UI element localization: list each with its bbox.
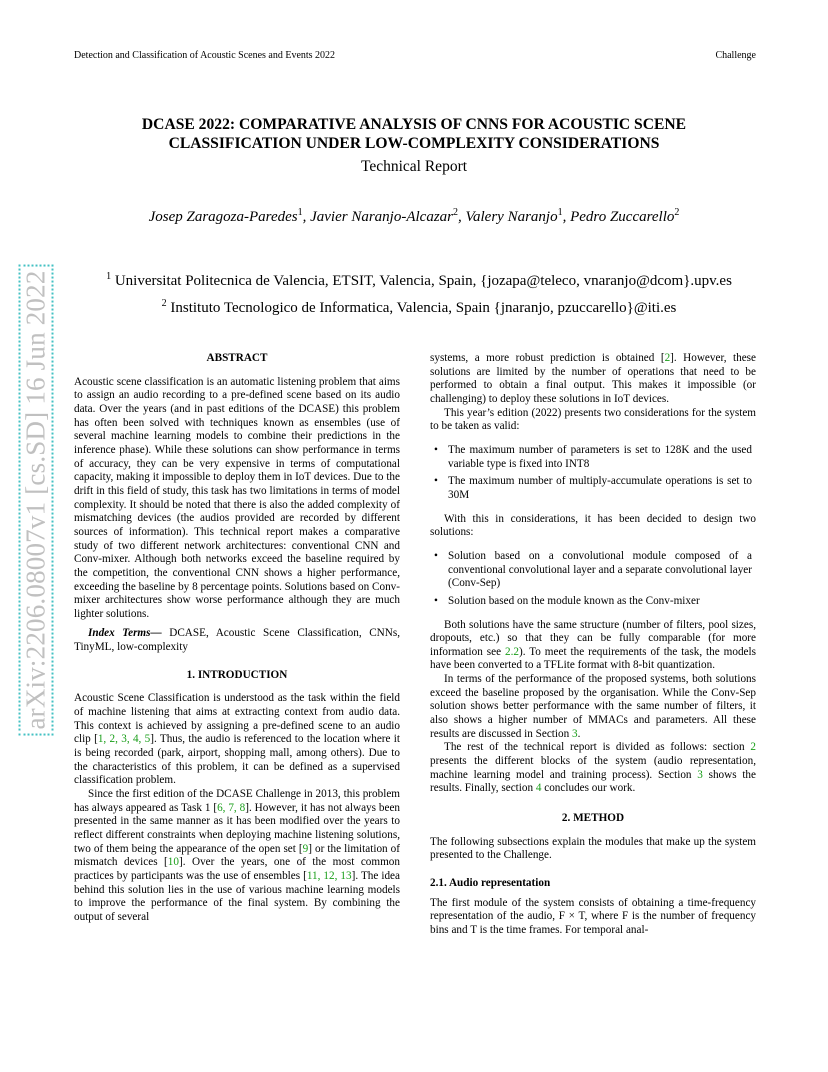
citation-link[interactable]: 9 bbox=[302, 842, 309, 855]
right-paragraph-3: With this in considerations, it has been decided to design two solutions: bbox=[430, 512, 756, 539]
affiliation-1: $^1$ Universitat Politecnica de Valencia, ETSIT, Valencia, Spain, {jozapa@teleco, vnaranjo@dcom}.upv.es bbox=[106, 271, 732, 289]
section-link[interactable]: 3 bbox=[697, 768, 703, 781]
citation-link[interactable]: 6, 7, 8 bbox=[217, 801, 246, 814]
citation-link[interactable]: 11, 12, 13 bbox=[306, 869, 352, 882]
citation-link[interactable]: 2 bbox=[664, 352, 671, 364]
section-link[interactable]: 4 bbox=[535, 782, 542, 795]
intro-paragraph-2: Since the first edition of the DCASE Challenge in 2013, this problem has always appeared as Task 1 [6, 7, 8]. However, it has not always been presented in the same manner as it has been modified over the years to reflect different constraints when deploying machine listening solutions, two of them being the appearance of the open set [9] or the limitation of mismatch devices [10]. Over the years, one of the most common practices by participants was the use of ensembles [11, 12, 13]. The idea behind this solution lies in the use of various machine learning models to improve the performance of the final system. By combining the output of several bbox=[74, 788, 401, 923]
running-header bbox=[74, 50, 756, 61]
right-paragraph-1: systems, a more robust prediction is obtained [2]. However, these solutions are limited by the number of operations that need to be performed to obtain a final output. This makes it impossible (or challenging) to deploy these solutions in IoT devices. bbox=[430, 352, 756, 405]
header-track: Challenge bbox=[715, 50, 756, 61]
audio-representation-text: The first module of the system consists of obtaining a time-frequency representation of the audio, F × T, where F is the number of frequency bins and T is the time frames. For temporal anal- bbox=[430, 896, 756, 936]
affiliation-2: $^2$ Instituto Tecnologico de Informatica, Valencia, Spain {jnaranjo, pzuccarello}@iti.es bbox=[161, 298, 677, 316]
citation-link[interactable]: 10 bbox=[167, 856, 179, 869]
arxiv-stamp bbox=[0, 0, 51, 730]
right-paragraph-2: This year’s edition (2022) presents two considerations for the system to be taken as valid: bbox=[430, 406, 756, 433]
right-column bbox=[430, 352, 756, 938]
list-item: • Solution based on a convolutional module composed of a conventional convolutional layer and a separate convolutional layer (Conv-Sep) bbox=[430, 550, 756, 591]
author: Josep Zaragoza-Paredes$^1$, bbox=[148, 207, 311, 225]
abstract-heading: ABSTRACT bbox=[206, 352, 268, 364]
section-link[interactable]: 2 bbox=[750, 741, 756, 754]
list-item: • Solution based on the module known as the Conv-mixer bbox=[430, 595, 756, 609]
method-heading: 2. METHOD bbox=[561, 812, 625, 825]
report-type: Technical Report bbox=[360, 158, 468, 175]
solutions-list bbox=[430, 550, 756, 609]
intro-paragraph-1: Acoustic Scene Classification is understood as the task within the field of machine listening that aims at extracting context from audio data. This context is achieved by assigning a pre-defined scene to an audio clip [1, 2, 3, 4, 5]. Thus, the audio is referenced to the location where it is being recorded (park, airport, shopping mall, among others). Due to the characteristics of this problem, it can be defined as a supervised classification problem. bbox=[74, 692, 401, 787]
right-paragraph-6: The rest of the technical report is divided as follows: section 2 presents the different blocks of the system (audio representation, machine learning model and training process). Section 3 shows the results. Finally, section 4 concludes our work. bbox=[430, 741, 756, 795]
constraints-list bbox=[430, 444, 756, 503]
list-item: • The maximum number of multiply-accumulate operations is set to 30M bbox=[430, 475, 756, 502]
header-conference: Detection and Classification of Acoustic Scenes and Events 2022 bbox=[74, 50, 336, 61]
arxiv-identifier[interactable]: arXiv:2206.08007v1 [cs.SD] 16 Jun 2022 bbox=[19, 264, 54, 735]
section-link[interactable]: 2.2 bbox=[504, 645, 519, 658]
method-intro: The following subsections explain the modules that make up the system presented to the Challenge. bbox=[430, 835, 756, 862]
author: Valery Naranjo$^1$, bbox=[465, 207, 571, 225]
abstract-text: Acoustic scene classification is an automatic listening problem that aims to assign an audio recording to a pre-defined scene based on its audio data. Over the years (and in past editions of the DCASE) this problem has often been solved with techniques known as ensembles (use of several machine learning models to combine their predictions in the inference phase). While these solutions can show performance in terms of accuracy, they can be very expensive in terms of computational capacity, making it impossible to deploy them in IoT devices. Due to the drift in this field of study, this task has two limitations in terms of model complexity. It should be noted that there is also the added complexity of mismatching devices (the audios provided are recorded by different sources of information). This technical report makes a comparative study of two different network architectures: conventional CNN and Conv-mixer. Although both networks exceed the baseline required by the competition, the conventional CNN shows a higher performance, exceeding the baseline by 8 percentage points. Solutions based on Conv-mixer architectures show worse performance although they are much lighter solutions. bbox=[74, 375, 400, 620]
subsection-heading: 2.1. Audio representation bbox=[430, 877, 551, 889]
index-terms: Index Terms— DCASE, Acoustic Scene Classification, CNNs, TinyML, low-complexity bbox=[74, 627, 400, 654]
author: Pedro Zuccarello$^2$ bbox=[570, 207, 680, 225]
title-line-2: CLASSIFICATION UNDER LOW-COMPLEXITY CONSIDERATIONS bbox=[168, 135, 660, 152]
right-paragraph-5: In terms of the performance of the proposed systems, both solutions exceed the baseline proposed by the organisation. While the Conv-Sep solution shows better performance with the same number of filters, it also shows a higher number of MMACs and parameters. All these results are discussed in Section 3. bbox=[430, 673, 756, 740]
list-item: • The maximum number of parameters is set to 128K and the used variable type is fixed into INT8 bbox=[430, 444, 756, 471]
author-list bbox=[60, 207, 768, 226]
left-column bbox=[74, 352, 400, 925]
section-link[interactable]: 3 bbox=[572, 727, 578, 740]
paper-title bbox=[100, 115, 728, 153]
right-paragraph-4: Both solutions have the same structure (number of filters, pool sizes, dropouts, etc.) so that they can be fully comparable (for more information see 2.2). To meet the requirements of the task, the models have been converted to a TFLite format with 8-bit quantization. bbox=[430, 618, 756, 672]
citation-link[interactable]: 1, 2, 3, 4, 5 bbox=[97, 733, 151, 746]
author: Javier Naranjo-Alcazar$^2$, bbox=[310, 207, 466, 225]
title-line-1: DCASE 2022: COMPARATIVE ANALYSIS OF CNNS FOR ACOUSTIC SCENE bbox=[141, 116, 687, 133]
intro-heading: 1. INTRODUCTION bbox=[186, 668, 288, 681]
